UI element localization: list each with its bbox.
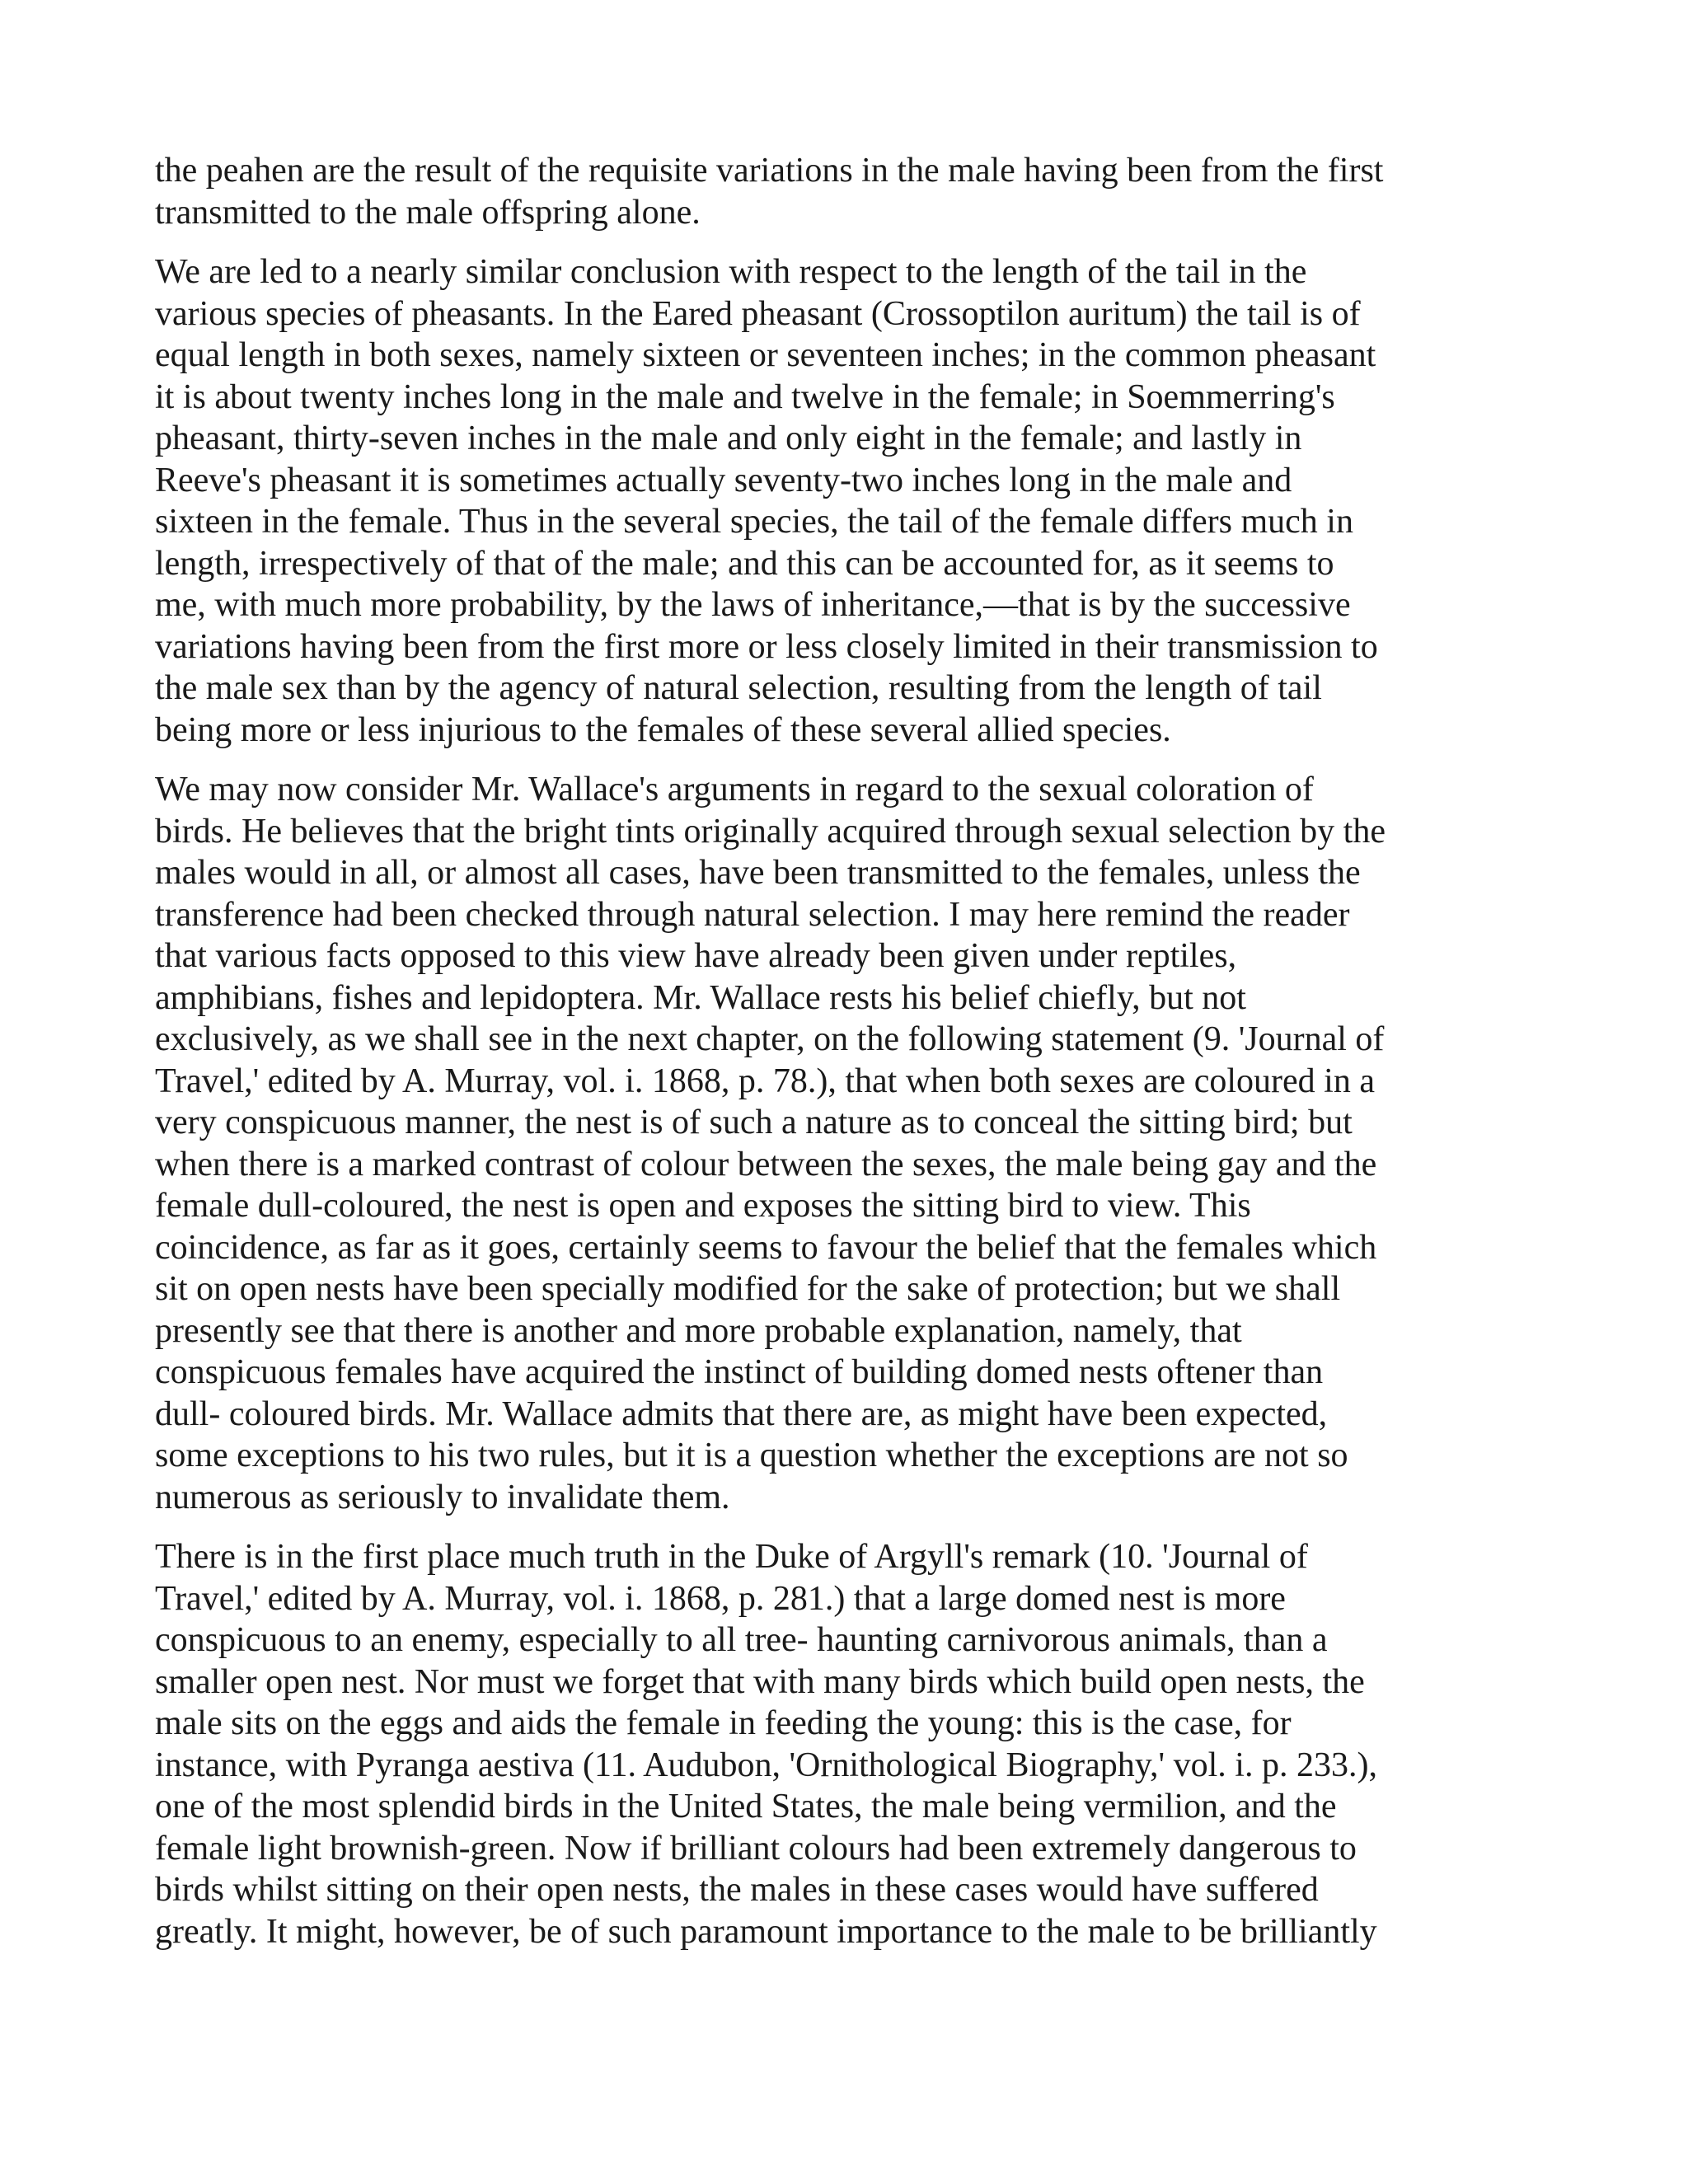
text-line: transference had been checked through natural selection. I may here remind the reader xyxy=(155,895,1350,934)
text-line: the male sex than by the agency of natural selection, resulting from the length of tail xyxy=(155,669,1322,707)
text-line: conspicuous to an enemy, especially to all tree- haunting carnivorous animals, than a xyxy=(155,1621,1328,1659)
text-line: smaller open nest. Nor must we forget that with many birds which build open nests, the xyxy=(155,1662,1365,1701)
text-line: conspicuous females have acquired the instinct of building domed nests oftener than xyxy=(155,1353,1324,1391)
text-line: very conspicuous manner, the nest is of such a nature as to conceal the sitting bird; but xyxy=(155,1104,1353,1141)
text-line: transmitted to the male offspring alone. xyxy=(155,193,701,232)
text-line: coincidence, as far as it goes, certainly seems to favour the belief that the females which xyxy=(155,1228,1377,1267)
text-line: dull- coloured birds. Mr. Wallace admits that there are, as might have been expected, xyxy=(155,1394,1328,1433)
text-line: numerous as seriously to invalidate them. xyxy=(155,1478,730,1516)
text-line: various species of pheasants. In the Eared pheasant (Crossoptilon auritum) the tail is of xyxy=(155,294,1361,333)
text-line: equal length in both sexes, namely sixteen or seventeen inches; in the common pheasant xyxy=(155,336,1376,374)
text-line: me, with much more probability, by the laws of inheritance,—that is by the successive xyxy=(155,586,1351,624)
text-line: some exceptions to his two rules, but it is a question whether the exceptions are not so xyxy=(155,1436,1348,1474)
text-line: pheasant, thirty-seven inches in the male and only eight in the female; and lastly in xyxy=(155,419,1302,457)
paragraph-2 xyxy=(155,251,1540,751)
text-line: There is in the first place much truth in the Duke of Argyll's remark (10. 'Journal of xyxy=(155,1538,1308,1576)
text-line: birds whilst sitting on their open nests, the males in these cases would have suffered xyxy=(155,1871,1319,1909)
text-line: female dull-coloured, the nest is open and exposes the sitting bird to view. This xyxy=(155,1187,1251,1225)
text-line: that various facts opposed to this view have already been given under reptiles, xyxy=(155,937,1237,975)
text-line: presently see that there is another and more probable explanation, namely, that xyxy=(155,1311,1242,1350)
paragraph-3 xyxy=(155,769,1540,1518)
text-line: males would in all, or almost all cases, have been transmitted to the females, unless the xyxy=(155,854,1361,892)
text-line: sixteen in the female. Thus in the several species, the tail of the female differs much in xyxy=(155,503,1353,541)
text-line: amphibians, fishes and lepidoptera. Mr. Wallace rests his belief chiefly, but not xyxy=(155,978,1246,1017)
text-line: instance, with Pyranga aestiva (11. Audubon, 'Ornithological Biography,' vol. i. p. 233.), xyxy=(155,1746,1377,1784)
text-line: variations having been from the first more or less closely limited in their transmission to xyxy=(155,627,1378,666)
text-line: Reeve's pheasant it is sometimes actually seventy-two inches long in the male and xyxy=(155,461,1292,499)
text-line: We may now consider Mr. Wallace's arguments in regard to the sexual coloration of xyxy=(155,771,1314,808)
text-line: Travel,' edited by A. Murray, vol. i. 1868, p. 78.), that when both sexes are coloured in a xyxy=(155,1062,1375,1100)
text-line: exclusively, as we shall see in the next chapter, on the following statement (9. 'Journal of xyxy=(155,1020,1385,1058)
text-line: male sits on the eggs and aids the female in feeding the young: this is the case, for xyxy=(155,1704,1292,1742)
text-line: when there is a marked contrast of colour between the sexes, the male being gay and the xyxy=(155,1145,1377,1183)
text-line: greatly. It might, however, be of such paramount importance to the male to be brilliantly xyxy=(155,1912,1377,1951)
text-line: We are led to a nearly similar conclusion with respect to the length of the tail in the xyxy=(155,253,1307,291)
paragraph-4 xyxy=(155,1536,1540,1952)
text-line: the peahen are the result of the requisite variations in the male having been from the first xyxy=(155,152,1384,190)
text-line: one of the most splendid birds in the United States, the male being vermilion, and the xyxy=(155,1788,1337,1825)
text-line: length, irrespectively of that of the male; and this can be accounted for, as it seems to xyxy=(155,544,1334,583)
text-line: female light brownish-green. Now if brilliant colours had been extremely dangerous to xyxy=(155,1829,1357,1868)
body-text xyxy=(155,150,1540,1971)
text-line: Travel,' edited by A. Murray, vol. i. 1868, p. 281.) that a large domed nest is more xyxy=(155,1579,1286,1618)
text-line: sit on open nests have been specially modified for the sake of protection; but we shall xyxy=(155,1270,1341,1308)
text-line: birds. He believes that the bright tints originally acquired through sexual selection by the xyxy=(155,812,1386,851)
paragraph-1 xyxy=(155,150,1540,233)
text-line: being more or less injurious to the females of these several allied species. xyxy=(155,710,1171,749)
text-line: it is about twenty inches long in the male and twelve in the female; in Soemmerring's xyxy=(155,377,1335,416)
